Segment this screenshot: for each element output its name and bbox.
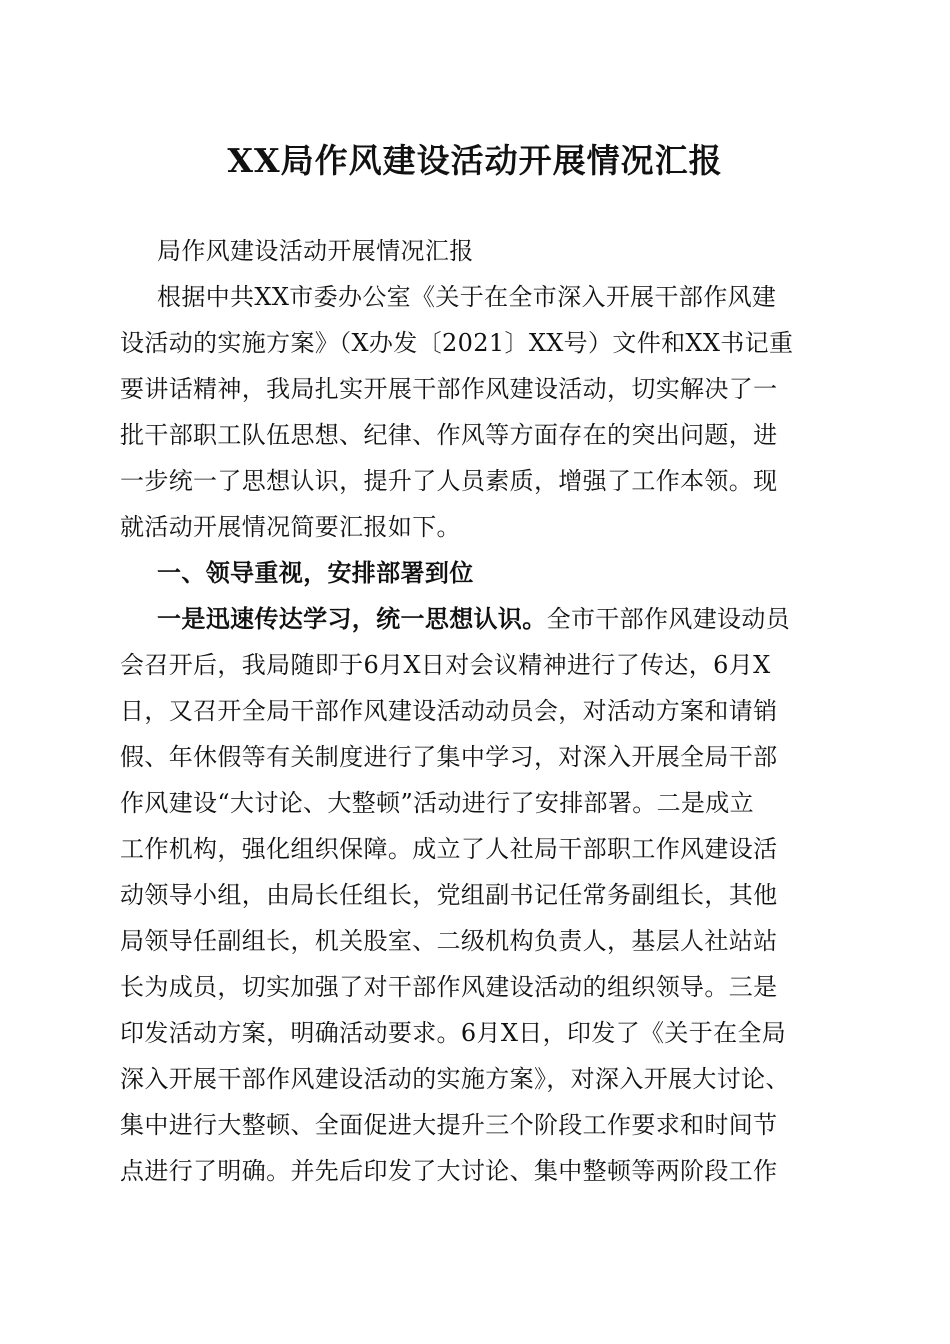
paragraph-text: 全市干部作风建设动员 [546, 605, 791, 633]
section-heading: 一、领导重视，安排部署到位 [157, 559, 474, 587]
paragraph-line [120, 596, 832, 642]
document-body [120, 228, 832, 1194]
paragraph-line: 工作机构，强化组织保障。成立了人社局干部职工作风建设活 [120, 835, 778, 863]
document-title: XX局作风建设活动开展情况汇报 [227, 141, 723, 180]
paragraph-line: 根据中共XX市委办公室《关于在全市深入开展干部作风建 [157, 283, 777, 311]
paragraph-line: 集中进行大整顿、全面促进大提升三个阶段工作要求和时间节 [120, 1111, 778, 1139]
paragraph-line: 就活动开展情况简要汇报如下。 [120, 513, 461, 541]
paragraph-line: 日，又召开全局干部作风建设活动动员会，对活动方案和请销 [120, 697, 778, 725]
paragraph-line: 印发活动方案，明确活动要求。6月X日，印发了《关于在全局 [120, 1019, 787, 1047]
paragraph-line: 会召开后，我局随即于6月X日对会议精神进行了传达，6月X [120, 651, 771, 679]
paragraph-line: 设活动的实施方案》（X办发〔2021〕XX号）文件和XX书记重 [120, 329, 794, 357]
paragraph-line: 点进行了明确。并先后印发了大讨论、集中整顿等两阶段工作 [120, 1157, 778, 1185]
subtitle-line: 局作风建设活动开展情况汇报 [157, 237, 474, 265]
paragraph-line: 作风建设“大讨论、大整顿”活动进行了安排部署。二是成立 [120, 789, 754, 817]
paragraph-line: 局领导任副组长，机关股室、二级机构负责人，基层人社站站 [120, 927, 778, 955]
paragraph-line: 批干部职工队伍思想、纪律、作风等方面存在的突出问题，进 [120, 421, 778, 449]
bold-lead-text: 一是迅速传达学习，统一思想认识。 [157, 604, 547, 633]
paragraph-line: 长为成员，切实加强了对干部作风建设活动的组织领导。三是 [120, 973, 778, 1001]
paragraph-line: 假、年休假等有关制度进行了集中学习，对深入开展全局干部 [120, 743, 778, 771]
paragraph-line: 动领导小组，由局长任组长，党组副书记任常务副组长，其他 [120, 881, 778, 909]
paragraph-line: 深入开展干部作风建设活动的实施方案》，对深入开展大讨论、 [120, 1065, 790, 1093]
paragraph-line: 要讲话精神，我局扎实开展干部作风建设活动，切实解决了一 [120, 375, 778, 403]
paragraph-line: 一步统一了思想认识，提升了人员素质，增强了工作本领。现 [120, 467, 778, 495]
